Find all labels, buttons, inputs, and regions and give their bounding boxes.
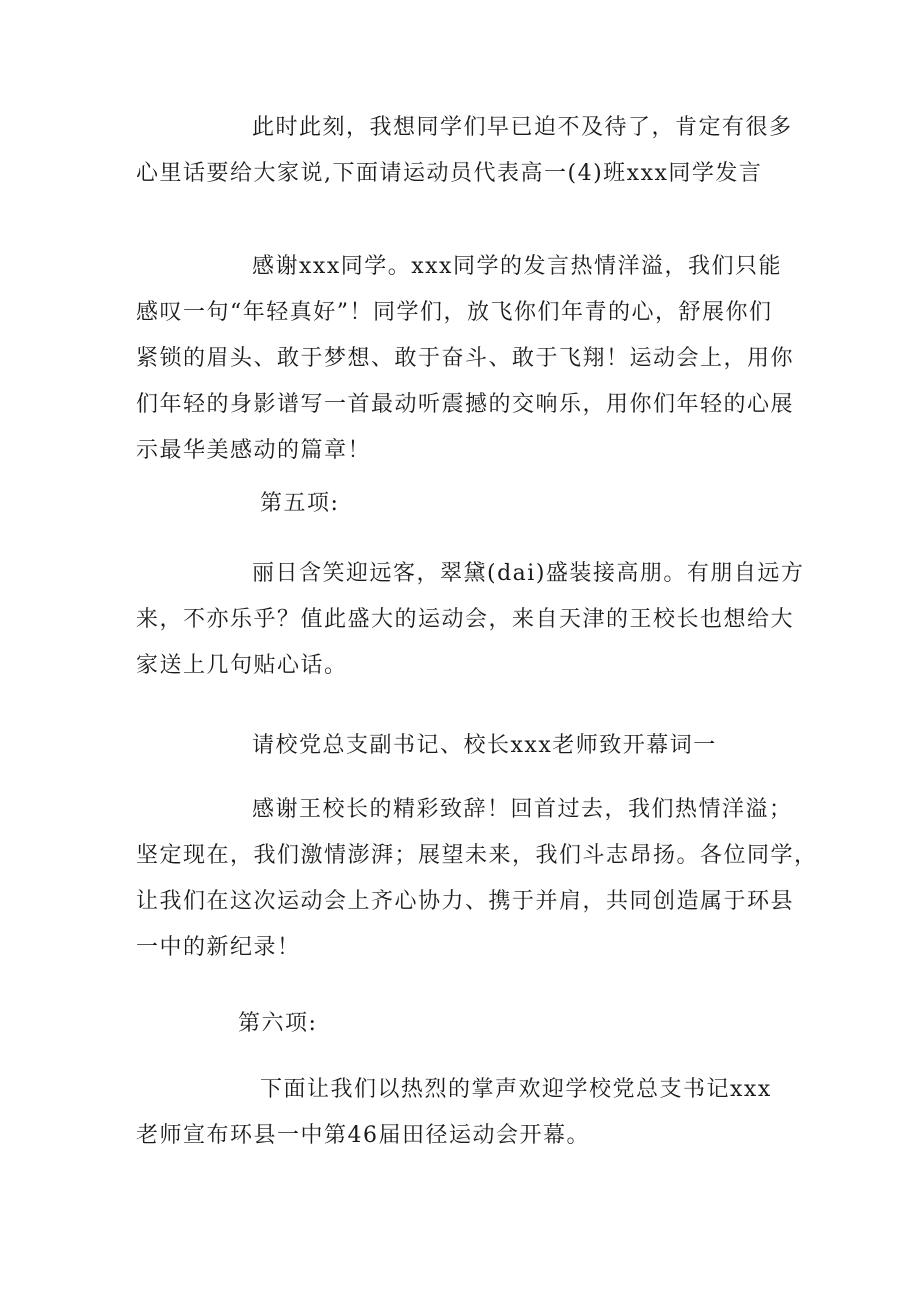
text-line: 示最华美感动的篇章！: [136, 438, 372, 463]
text-line: 心里话要给大家说,下面请运动员代表高一(4)班xxx同学发言: [136, 161, 763, 186]
text-line: 一中的新纪录！: [136, 935, 301, 960]
paragraph-thanks-principal: [136, 787, 818, 971]
text-line: 请校党总支副书记、校长xxx老师致开幕词一: [252, 733, 717, 758]
section-heading-five: 第五项:: [260, 491, 340, 516]
text-line: 感谢xxx同学。xxx同学的发言热情洋溢，我们只能: [252, 254, 782, 279]
text-line: 此时此刻，我想同学们早已迫不及待了，肯定有很多: [252, 115, 793, 140]
text-line: 紧锁的眉头、敢于梦想、敢于奋斗、敢于飞翔！运动会上，用你: [136, 346, 795, 371]
paragraph-welcome-guest: [136, 551, 805, 689]
text-line: 下面让我们以热烈的掌声欢迎学校党总支书记xxx: [260, 1077, 772, 1102]
paragraph-athlete-speech: [136, 105, 796, 197]
text-line: 老师宣布环县一中第46届田径运动会开幕。: [136, 1123, 590, 1148]
text-line: 坚定现在，我们激情澎湃；展望未来，我们斗志昂扬。各位同学，: [136, 843, 818, 868]
text-line: 家送上几句贴心话。: [136, 653, 348, 678]
text-line: 让我们在这次运动会上齐心协力、携于并肩，共同创造属于环县: [136, 889, 795, 914]
text-line: 们年轻的身影谱写一首最动听震撼的交响乐，用你们年轻的心展: [136, 392, 795, 417]
paragraph-opening-announcement: [136, 1067, 796, 1159]
text-line: 丽日含笑迎远客，翠黛(dai)盛装接高朋。有朋自远方: [252, 561, 805, 586]
section-heading-six: 第六项:: [238, 1011, 318, 1036]
paragraph-principal-invite: [136, 723, 796, 769]
text-line: 感叹一句“年轻真好”！同学们，放飞你们年青的心，舒展你们: [136, 300, 773, 325]
paragraph-thanks-student: [136, 244, 796, 474]
text-line: 来，不亦乐乎？值此盛大的运动会，来自天津的王校长也想给大: [136, 607, 795, 632]
text-line: 感谢王校长的精彩致辞！回首过去，我们热情洋溢；: [252, 797, 793, 822]
